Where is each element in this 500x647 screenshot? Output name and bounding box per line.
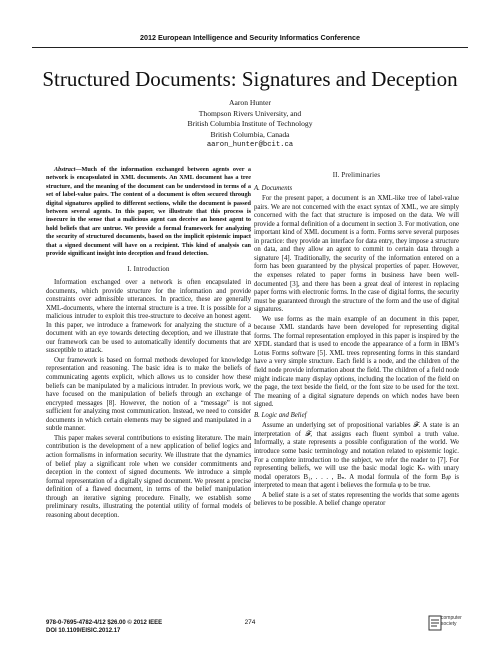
documents-paragraph-2: We use forms as the main example of an document in this paper, because XML standards have been developed for representing digital forms. The formal representation employed in this paper is inspired by the XFDL standard that is used to encode the appearance of a form in IBM’s Lotus Forms software [5]. XML trees representing forms in this standard have a very simple structure. Each field is a node, and the children of the field node provide information about the field. The children of a field node might indicate many display options, including the location of the field on the page, the text beside the field, or the font size to be used for the text. The meaning of a digital signature depends on which nodes have been signed. (254, 315, 459, 409)
header-rule (32, 47, 468, 48)
paper-title: Structured Documents: Signatures and Deception (42, 67, 458, 91)
abstract (46, 166, 251, 258)
author-email: aaron_hunter@bcit.ca (206, 141, 294, 150)
section-heading-preliminaries: II. Preliminaries (332, 172, 381, 179)
author-affiliation-1: Thompson Rivers University, and (198, 108, 302, 118)
logic-paragraph-2: A belief state is a set of states representing the worlds that some agents believes to be possible. A belief change operator (254, 491, 459, 508)
intro-paragraph-3: This paper makes several contributions to existing literature. The main contribution is the development of a new application of belief logics and action formalisms in information security. We illustrate that the dynamics of belief play a significant role when we consider commitments and deception in the context of signed documents. We introduce a simple formal representation of a digitally signed document. We present a precise definition of a flawed document, in terms of the belief manipulation through an iterative signing procedure. Finally, we establish some preliminary results, illustrating the potential utility of formal models of reasoning about deception. (46, 434, 251, 519)
footer-isbn: 978-0-7695-4782-4/12 $26.00 © 2012 IEEE (46, 620, 163, 626)
author-block (0, 98, 500, 151)
right-column (254, 166, 459, 510)
author-name: Aaron Hunter (229, 98, 271, 107)
logo-line-2: society (441, 620, 457, 627)
documents-paragraph-1: For the present paper, a document is an XML-like tree of label-value pairs. We are not concerned with the exact syntax of XML, we are simply concerned with the fact that structure is imposed on the data. We will provide a formal definition of a document in section 3. For motivation, one important kind of XML document is a form. Forms serve several purposes in practice: they provide an interface for data entry, they impose a structure on data, and they allow an agent to commit to certain data through a signature [4]. Traditionally, the security of the information entered on a form has been guaranteed by the physical properties of paper. However, the expenses related to paper forms in business have been well-documented [3], and there has been a great deal of interest in replacing paper forms with electronic forms. In the case of digital forms, the security must be guaranteed through the structure of the form and the use of digital signatures. (254, 195, 459, 314)
society-emblem-icon (428, 615, 442, 631)
abstract-lead: Abstract (54, 166, 76, 173)
logo-text (441, 616, 462, 627)
left-column (46, 166, 251, 521)
page-number: 274 (244, 619, 256, 626)
intro-paragraph-1: Information exchanged over a network is often encapsulated in documents, which provide structure for the information and provide constraints over admissible utterances. In practice, these are generally XML-documents, where the internal structure is a tree. It is possible for a malicious intruder to exploit this tree-structure to deceive an honest agent. In this paper, we introduce a framework for analyzing the stucture of a document with an eye towards detecting deception, and we illustrate that our framework can be used to automatically identify documents that are susceptible to attack. (46, 279, 251, 355)
logo-line-1: computer (441, 615, 462, 621)
intro-paragraph-2: Our framework is based on formal methods developed for knowledge representation and reasoning. The basic idea is to make the beliefs of communicating agents explicit, which allows us to consider how these beliefs can be manipulated by a malicious intruder. In previous work, we have focused on the manipulation of beliefs through an exchange of encrypted messages [8]. However, the notion of a “message” is not sufficient for analyzing most communication. Instead, we need to consider documents in which certain elements may be signed and manipulated in a subtle manner. (46, 356, 251, 433)
computer-society-logo (428, 613, 470, 635)
abstract-text: —Much of the information exchanged between agents over a network is encapsulated in XML documents. An XML document has a tree structure, and the meaning of the document can be understood in terms of a set of label-value pairs. The content of a document is often secured through digital signatures applied to different sections, while the document is passed between several agents. In this paper, we illustrate that this process is insecure in the sense that a malicious agent can deceive an honest agent to hold beliefs that are untrue. We provide a formal framework for analyzing the security of structured documents, based on the implicit epistemic impact that a signed document will have on a recipient. This kind of analysis can provide significant insight into deception and fraud detection. (46, 166, 251, 258)
subsection-heading-documents: A. Documents (254, 184, 293, 192)
section-heading-introduction: I. Introduction (127, 266, 170, 274)
author-affiliation-2: British Columbia Institute of Technology (187, 119, 313, 129)
subsection-heading-logic-belief: B. Logic and Belief (254, 411, 307, 419)
footer-doi: DOI 10.1109/EISIC.2012.17 (46, 628, 121, 634)
author-location: British Columbia, Canada (210, 129, 290, 139)
conference-header: 2012 European Intelligence and Security Informatics Conference (139, 33, 361, 42)
logic-paragraph-1: Assume an underlying set of propositional variables 𝓕. A state is an interpretation of 𝓕, that assigns each fluent symbol a truth value. Informally, a state represents a possible configuration of the world. We introduce some basic terminology and notation related to epistemic logic. For a complete introduction to the subject, we refer the reader to [7]. For representing beliefs, we will use the basic modal logic Kₙ with unary modal operators B₁, . . . , Bₙ. A modal formula of the form Bᵢφ is interpreted to mean that agent i believes the formula φ to be true. (254, 422, 459, 490)
